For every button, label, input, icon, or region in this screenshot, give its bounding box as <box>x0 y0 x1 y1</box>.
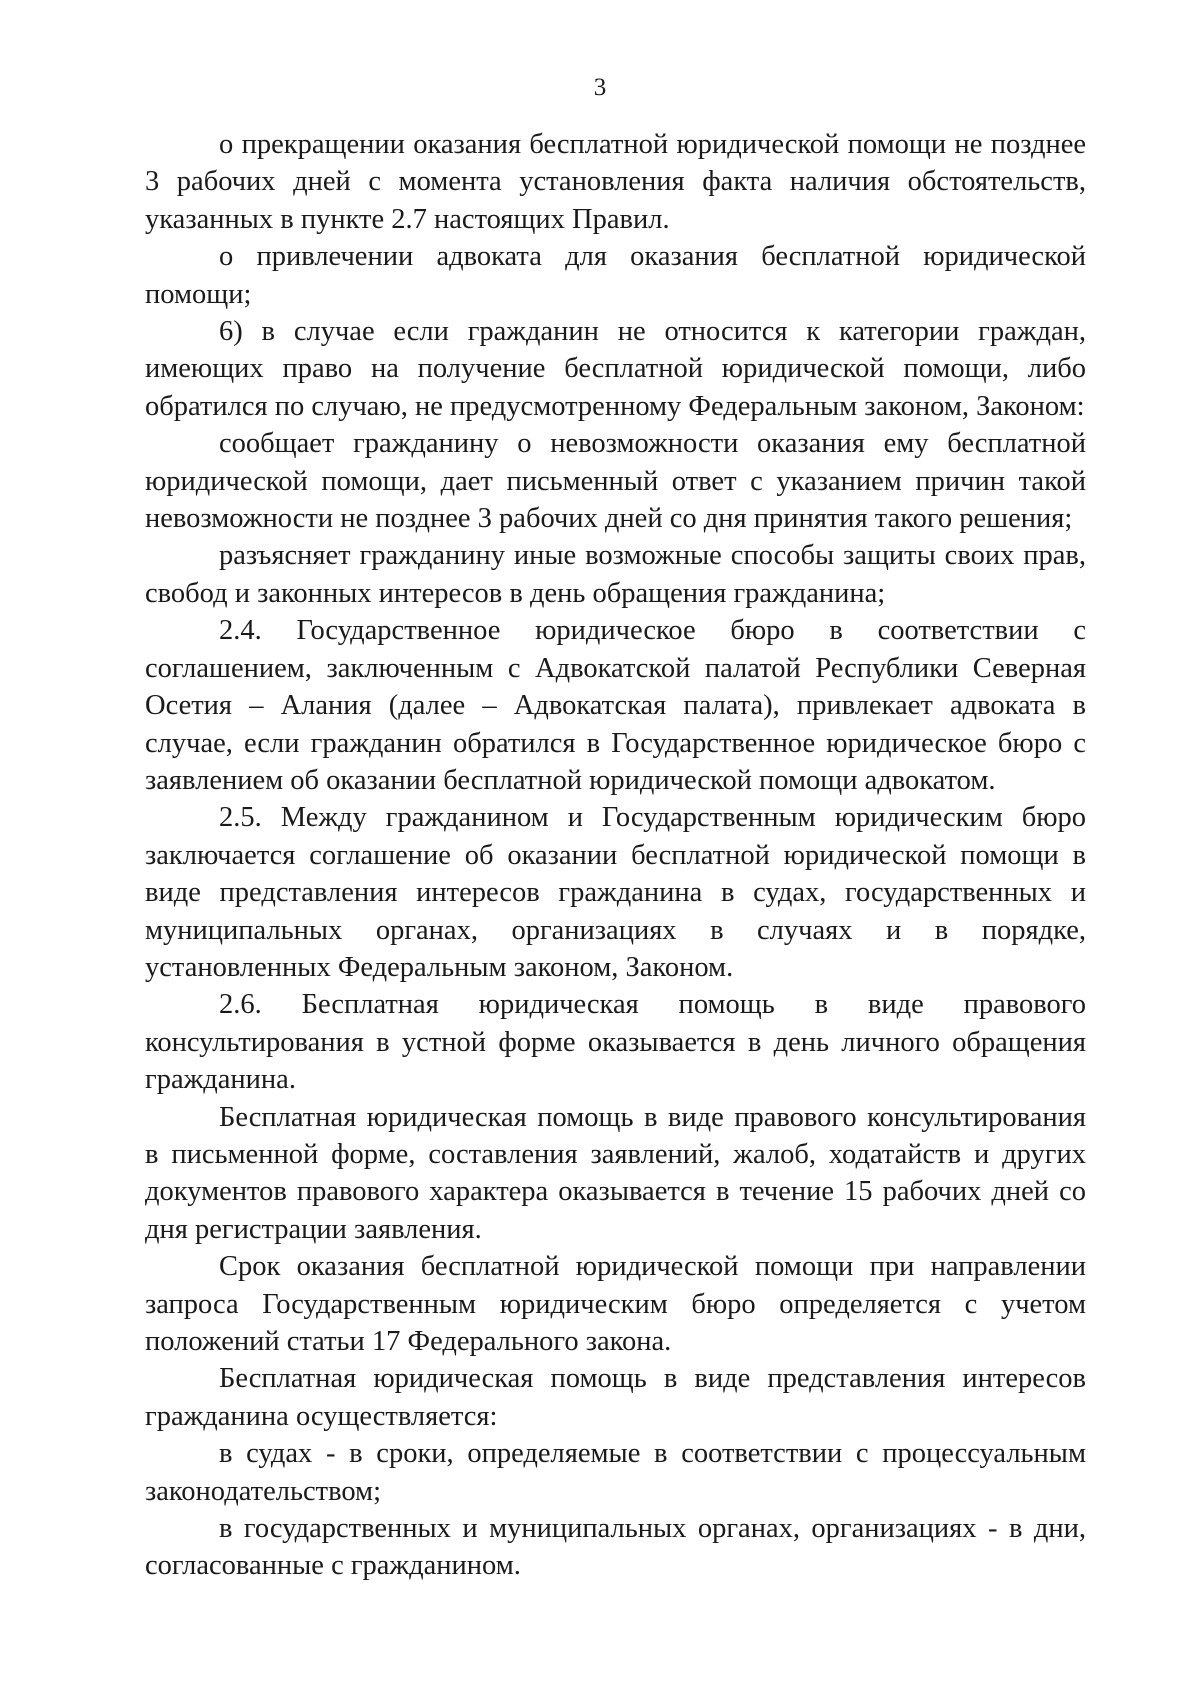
paragraph: сообщает гражданину о невозможности оказания ему бесплатной юридической помощи, дает письменный ответ с указанием причин такой невозможности не позднее 3 рабочих дней со дня принятия такого решения; <box>145 428 1086 535</box>
page-number: 3 <box>593 74 607 101</box>
paragraph: 6) в случае если гражданин не относится к категории граждан, имеющих право на получение бесплатной юридической помощи, либо обратился по случаю, не предусмотренному Федеральным законом, Законом: <box>145 316 1086 422</box>
paragraph: о привлечении адвоката для оказания бесплатной юридической помощи; <box>145 241 1086 310</box>
paragraph: Срок оказания бесплатной юридической помощи при направлении запроса Государственным юридическим бюро определяется с учетом положений статьи 17 Федерального закона. <box>145 1251 1086 1357</box>
paragraph: 2.5. Между гражданином и Государственным юридическим бюро заключается соглашение об оказании бесплатной юридической помощи в виде представления интересов гражданина в судах, государственных и муниципальных органах, организациях в случаях и в порядке, установленных Федеральным законом, Законом. <box>145 802 1086 983</box>
paragraph: 2.6. Бесплатная юридическая помощь в виде правового консультирования в устной форме оказывается в день личного обращения гражданина. <box>145 989 1086 1096</box>
paragraph: Бесплатная юридическая помощь в виде правового консультирования в письменной форме, составления заявлений, жалоб, ходатайств и других документов правового характера оказывается в течение 15 рабочих дней со дня регистрации заявления. <box>145 1101 1086 1245</box>
paragraph: в государственных и муниципальных органах, организациях - в дни, согласованные с гражданином. <box>145 1513 1086 1582</box>
paragraph: о прекращении оказания бесплатной юридической помощи не позднее 3 рабочих дней с момента установления факта наличия обстоятельств, указанных в пункте 2.7 настоящих Правил. <box>145 129 1086 235</box>
document-body <box>145 126 1086 1585</box>
paragraph: 2.4. Государственное юридическое бюро в соответствии с соглашением, заключенным с Адвокатской палатой Республики Северная Осетия – Алания (далее – Адвокатская палата), привлекает адвоката в случае, если гражданин обратился в Государственное юридическое бюро с заявлением об оказании бесплатной юридической помощи адвокатом. <box>145 615 1086 796</box>
paragraph: в судах - в сроки, определяемые в соответствии с процессуальным законодательством; <box>145 1438 1086 1507</box>
paragraph: Бесплатная юридическая помощь в виде представления интересов гражданина осуществляется: <box>145 1363 1086 1432</box>
paragraph: разъясняет гражданину иные возможные способы защиты своих прав, свобод и законных интересов в день обращения гражданина; <box>145 540 1086 609</box>
